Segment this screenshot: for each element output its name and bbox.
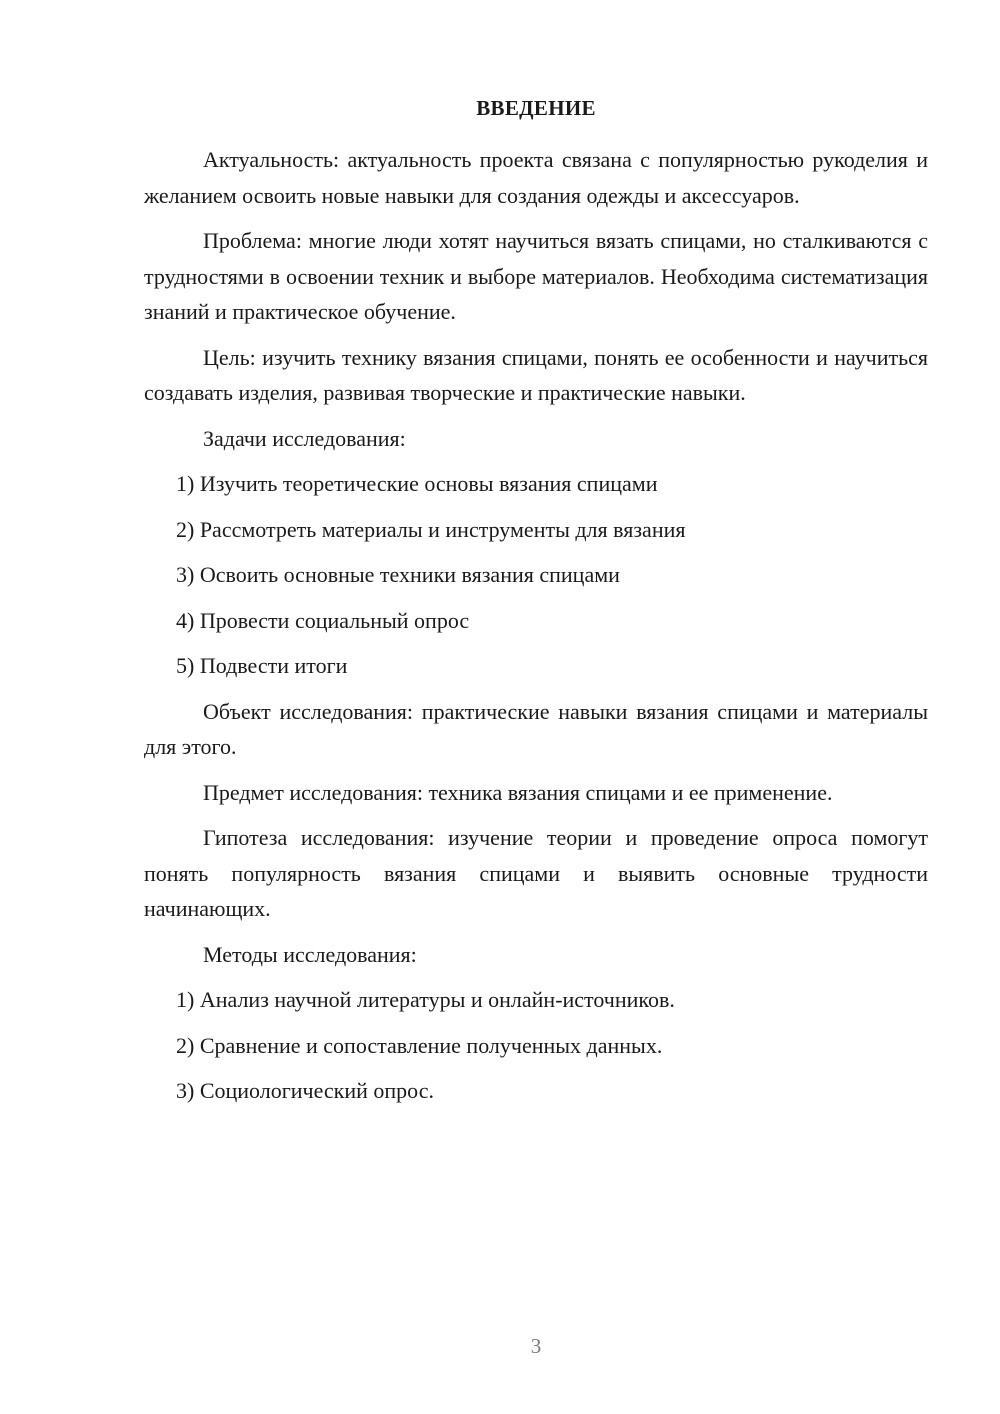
method-item: 3) Социологический опрос. (176, 1078, 434, 1103)
task-item: 3) Освоить основные техники вязания спицами (176, 562, 620, 587)
goal-paragraph: Цель: изучить технику вязания спицами, понять ее особенности и научиться создавать изделия, развивая творческие и практические навыки. (144, 344, 928, 405)
methods-heading: Методы исследования: (203, 941, 417, 967)
relevance-paragraph: Актуальность: актуальность проекта связана с популярностью рукоделия и желанием освоить новые навыки для создания одежды и аксессуаров. (144, 147, 928, 208)
object-paragraph: Объект исследования: практические навыки вязания спицами и материалы для этого. (144, 698, 928, 759)
task-item: 5) Подвести итоги (176, 653, 348, 678)
method-item: 2) Сравнение и сопоставление полученных данных. (176, 1032, 663, 1058)
subject-paragraph: Предмет исследования: техника вязания спицами и ее применение. (203, 779, 833, 805)
task-item: 1) Изучить теоретические основы вязания спицами (176, 471, 658, 496)
method-item: 1) Анализ научной литературы и онлайн-источников. (176, 987, 675, 1012)
hypothesis-paragraph: Гипотеза исследования: изучение теории и проведение опроса помогут понять популярность вязания спицами и выявить основные трудности начинающих. (144, 825, 928, 921)
task-item: 4) Провести социальный опрос (176, 607, 470, 633)
task-item: 2) Рассмотреть материалы и инструменты для вязания (176, 516, 686, 542)
problem-paragraph: Проблема: многие люди хотят научиться вязать спицами, но сталкиваются с трудностями в освоении техник и выборе материалов. Необходима систематизация знаний и практическое обучение. (144, 228, 928, 324)
page-title: ВВЕДЕНИЕ (476, 96, 596, 120)
document-body (144, 142, 928, 1119)
tasks-heading: Задачи исследования: (203, 425, 406, 451)
page-number: 3 (530, 1334, 542, 1358)
